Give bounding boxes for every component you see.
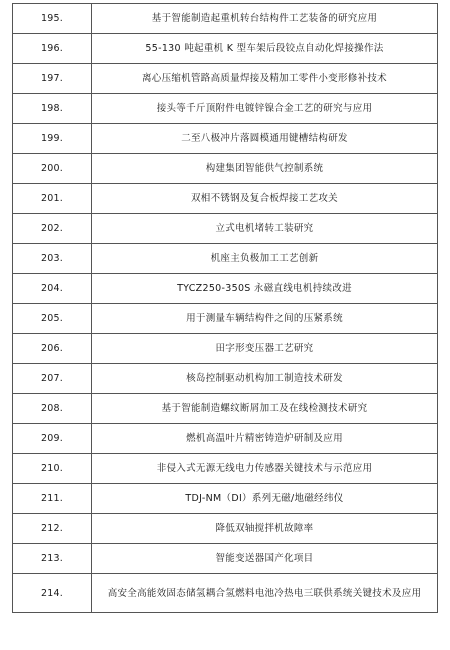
table-row [13,574,438,613]
project-name: 高安全高能效固态储氢耦合氢燃料电池冷热电三联供系统关键技术及应用 [92,574,438,613]
table-row [13,394,438,424]
row-number: 214. [13,574,92,613]
table-row [13,454,438,484]
project-name: 基于智能制造螺纹断屑加工及在线检测技术研究 [92,394,438,424]
project-name: 立式电机堵转工装研究 [92,214,438,244]
row-number: 208. [13,394,92,424]
project-name: 燃机高温叶片精密铸造炉研制及应用 [92,424,438,454]
project-name: 构建集团智能供气控制系统 [92,154,438,184]
project-name: 田字形变压器工艺研究 [92,334,438,364]
table-row [13,124,438,154]
project-name: TYCZ250-350S 永磁直线电机持续改进 [92,274,438,304]
row-number: 199. [13,124,92,154]
project-name: 机座主负极加工工艺创新 [92,244,438,274]
table-row [13,94,438,124]
row-number: 201. [13,184,92,214]
table-row [13,484,438,514]
row-number: 203. [13,244,92,274]
row-number: 206. [13,334,92,364]
project-name: 基于智能制造起重机转台结构件工艺装备的研究应用 [92,4,438,34]
table-row [13,364,438,394]
row-number: 195. [13,4,92,34]
table-row [13,4,438,34]
project-name: 离心压缩机管路高质量焊接及精加工零件小变形修补技术 [92,64,438,94]
row-number: 198. [13,94,92,124]
project-name: 双相不锈钢及复合板焊接工艺攻关 [92,184,438,214]
project-name: 非侵入式无源无线电力传感器关键技术与示范应用 [92,454,438,484]
row-number: 209. [13,424,92,454]
row-number: 213. [13,544,92,574]
project-table [12,3,438,613]
project-name: 核岛控制驱动机构加工制造技术研发 [92,364,438,394]
table-row [13,304,438,334]
row-number: 204. [13,274,92,304]
row-number: 197. [13,64,92,94]
row-number: 207. [13,364,92,394]
project-name: 55-130 吨起重机 K 型车架后段铰点自动化焊接操作法 [92,34,438,64]
table-row [13,334,438,364]
table-row [13,214,438,244]
project-name: 降低双轴搅拌机故障率 [92,514,438,544]
row-number: 200. [13,154,92,184]
table-row [13,34,438,64]
table-row [13,64,438,94]
row-number: 211. [13,484,92,514]
project-name: 智能变送器国产化项目 [92,544,438,574]
table-row [13,244,438,274]
row-number: 196. [13,34,92,64]
table-row [13,544,438,574]
table-row [13,154,438,184]
table-row [13,274,438,304]
table-row [13,184,438,214]
project-name: 二至八极冲片落圆模通用键槽结构研发 [92,124,438,154]
project-name: TDJ-NM（DI）系列无磁/地磁经纬仪 [92,484,438,514]
project-name: 用于测量车辆结构件之间的压紧系统 [92,304,438,334]
row-number: 205. [13,304,92,334]
row-number: 202. [13,214,92,244]
row-number: 212. [13,514,92,544]
row-number: 210. [13,454,92,484]
table-row [13,514,438,544]
project-name: 接头等千斤顶附件电镀锌镍合金工艺的研究与应用 [92,94,438,124]
table-row [13,424,438,454]
